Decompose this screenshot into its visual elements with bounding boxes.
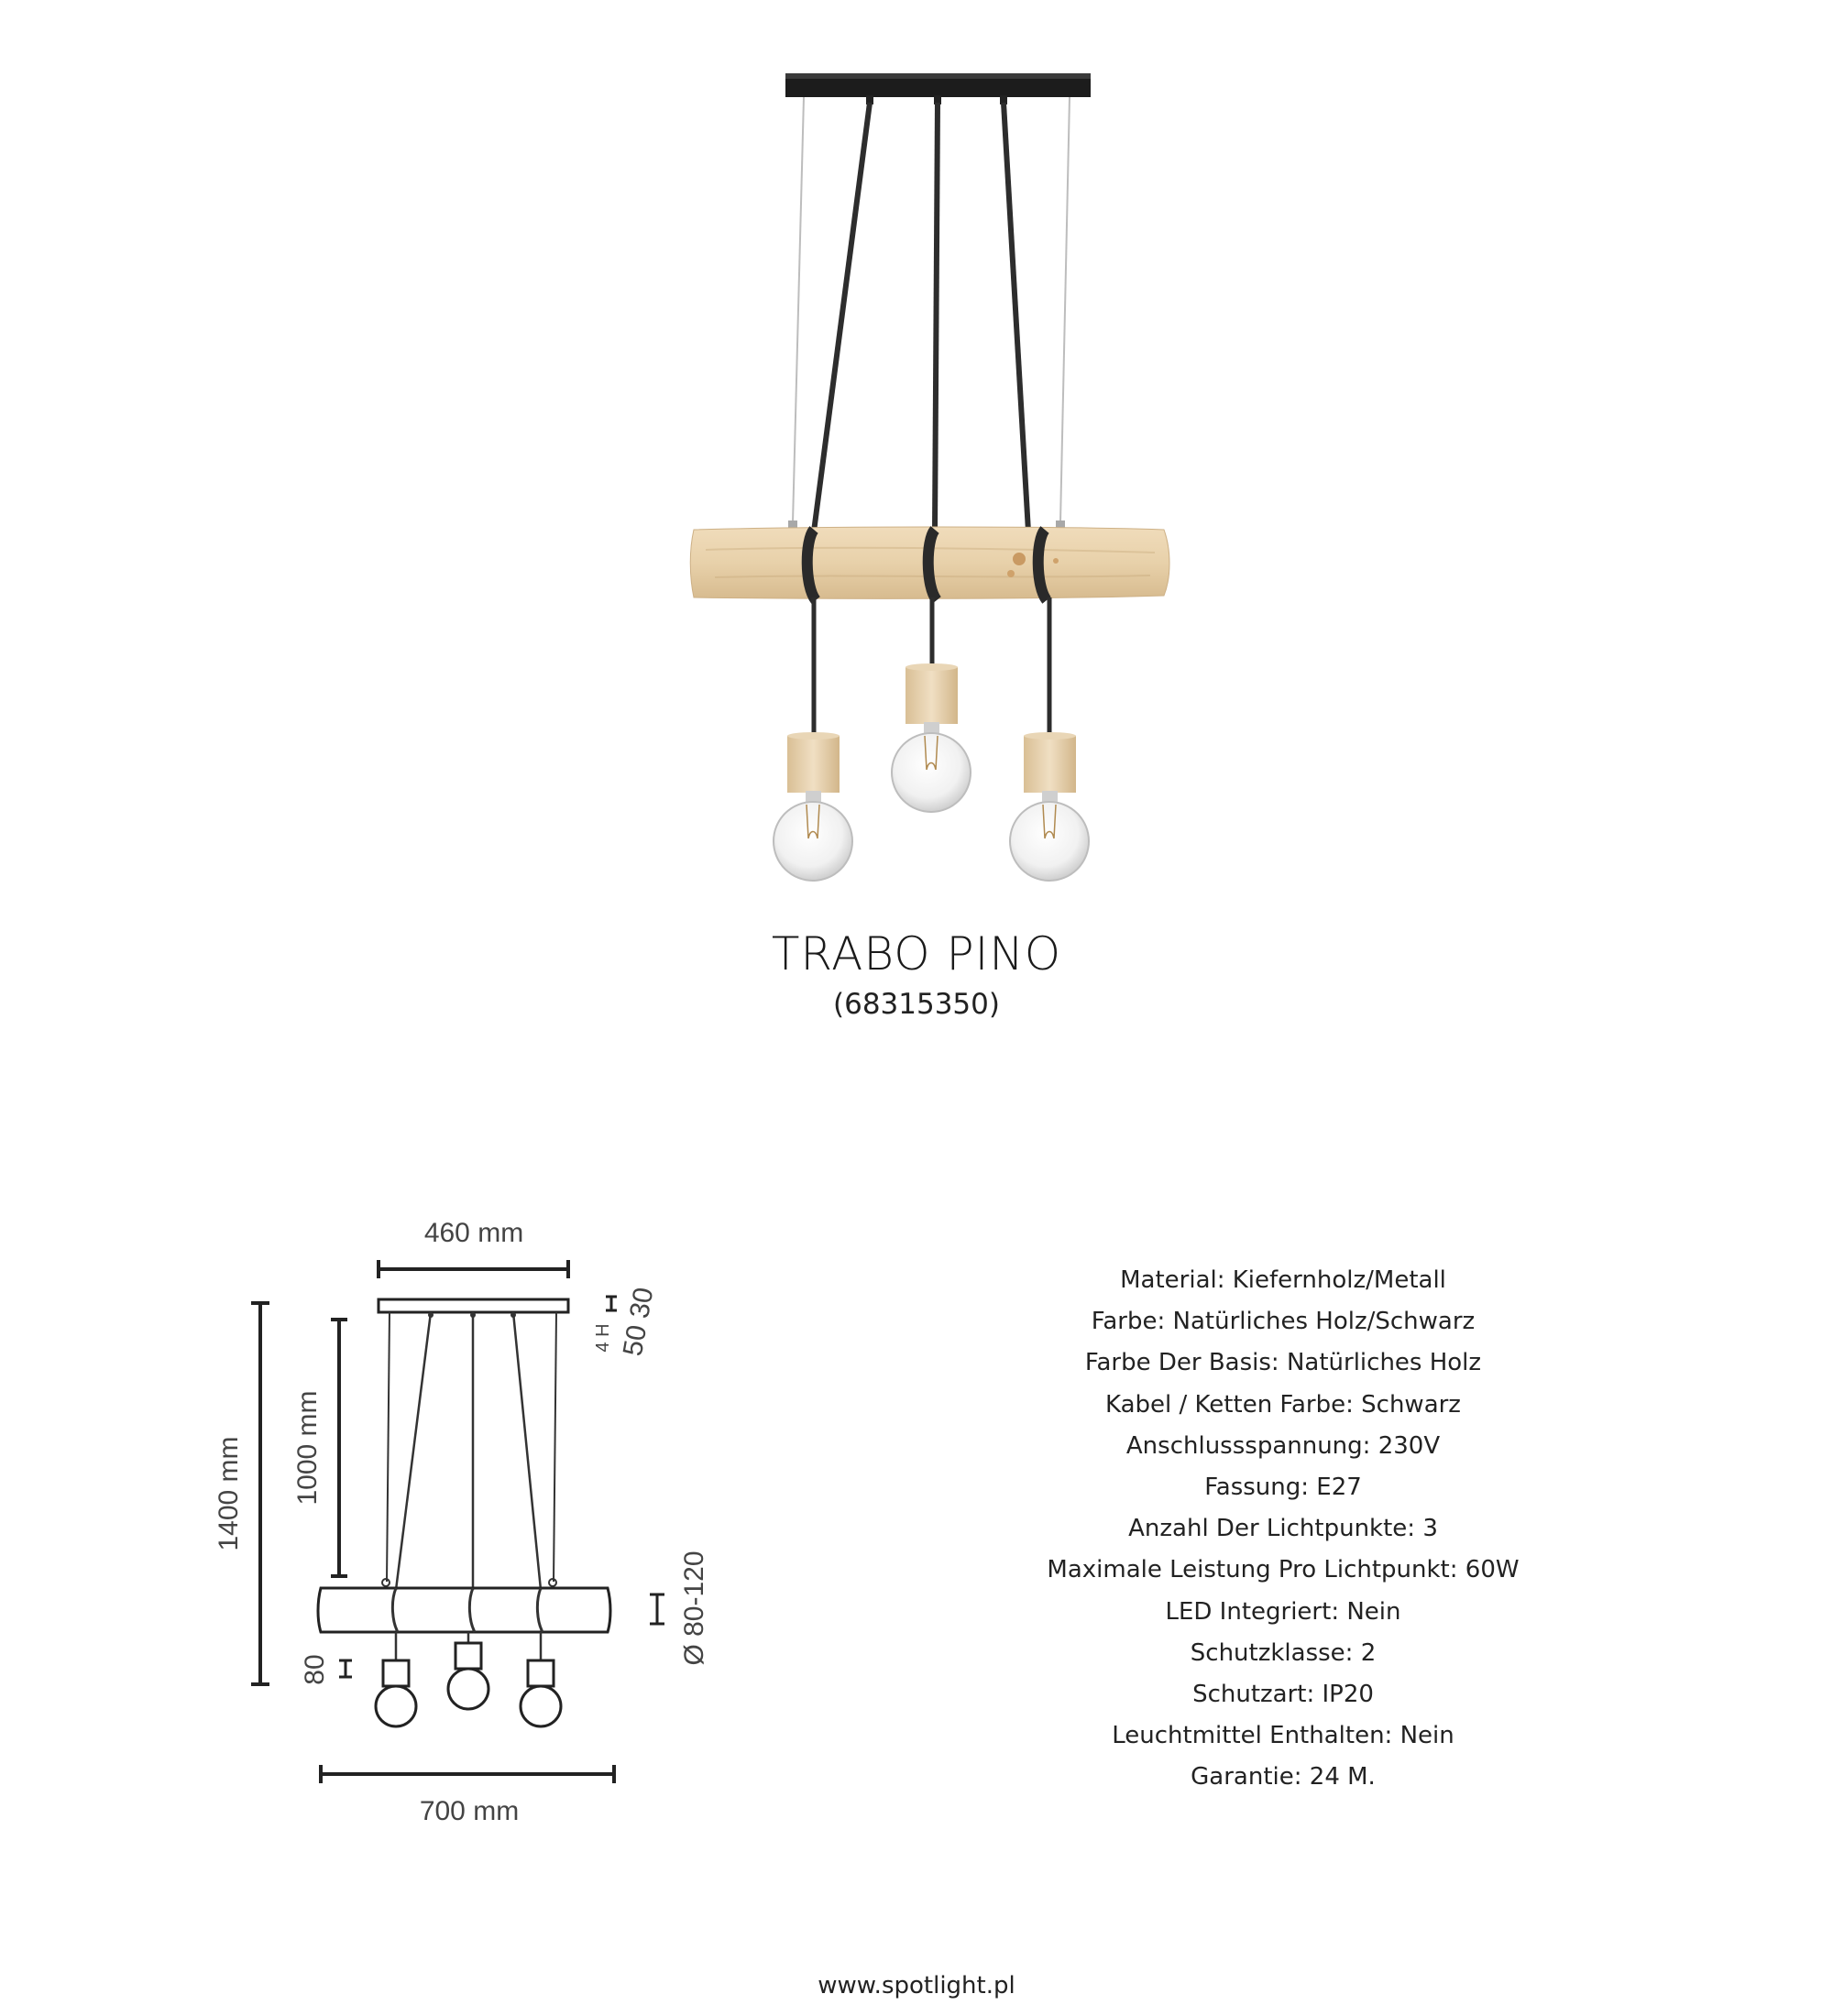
product-code: (68315350) xyxy=(833,988,1000,1021)
dimension-drawing xyxy=(183,1191,825,1851)
suspension-wire xyxy=(1060,97,1070,522)
dim-socket-height: 80 xyxy=(300,1654,330,1685)
spec-bulb-included: Leuchtmittel Enthalten: Nein xyxy=(1112,1722,1454,1750)
drawing-canopy xyxy=(379,1299,568,1312)
spec-protection-class: Schutzklasse: 2 xyxy=(1190,1638,1377,1667)
spec-warranty: Garantie: 24 M. xyxy=(1191,1763,1376,1791)
product-photo xyxy=(0,0,1833,916)
spec-max-power: Maximale Leistung Pro Lichtpunkt: 60W xyxy=(1047,1556,1520,1584)
spec-cable-color: Kabel / Ketten Farbe: Schwarz xyxy=(1105,1390,1461,1419)
spec-material: Material: Kiefernholz/Metall xyxy=(1120,1266,1446,1294)
spec-ip-rating: Schutzart: IP20 xyxy=(1192,1680,1374,1708)
spec-light-points: Anzahl Der Lichtpunkte: 3 xyxy=(1128,1515,1438,1543)
spec-led: LED Integriert: Nein xyxy=(1165,1597,1401,1626)
cable xyxy=(814,103,870,531)
dim-canopy-mark: 4 H xyxy=(593,1323,613,1353)
dim-cable-length: 1000 mm xyxy=(292,1390,323,1506)
dim-width-bottom: 700 mm xyxy=(419,1796,520,1826)
cable xyxy=(935,103,938,531)
product-title: TRABO PINO xyxy=(771,927,1062,981)
suspension-wire xyxy=(793,97,804,522)
spec-base-color: Farbe Der Basis: Natürliches Holz xyxy=(1084,1349,1482,1377)
pendant-lamp-right xyxy=(1010,732,1089,881)
spec-color: Farbe: Natürliches Holz/Schwarz xyxy=(1091,1308,1476,1336)
website-link[interactable]: www.spotlight.pl xyxy=(818,1972,1015,2000)
spec-voltage: Anschlussspannung: 230V xyxy=(1125,1431,1441,1460)
cable xyxy=(1004,103,1028,531)
spec-socket: Fassung: E27 xyxy=(1204,1473,1362,1501)
dim-width-top: 460 mm xyxy=(423,1218,524,1248)
dim-total-height: 1400 mm xyxy=(214,1436,244,1551)
spec-list xyxy=(1008,1260,1558,1798)
dim-beam-diameter: Ø 80-120 xyxy=(679,1550,709,1666)
pendant-lamp-left xyxy=(774,732,852,881)
pendant-lamp-center xyxy=(892,663,971,812)
drawing-beam xyxy=(318,1588,610,1632)
dim-canopy-height: 50 30 xyxy=(617,1285,660,1359)
